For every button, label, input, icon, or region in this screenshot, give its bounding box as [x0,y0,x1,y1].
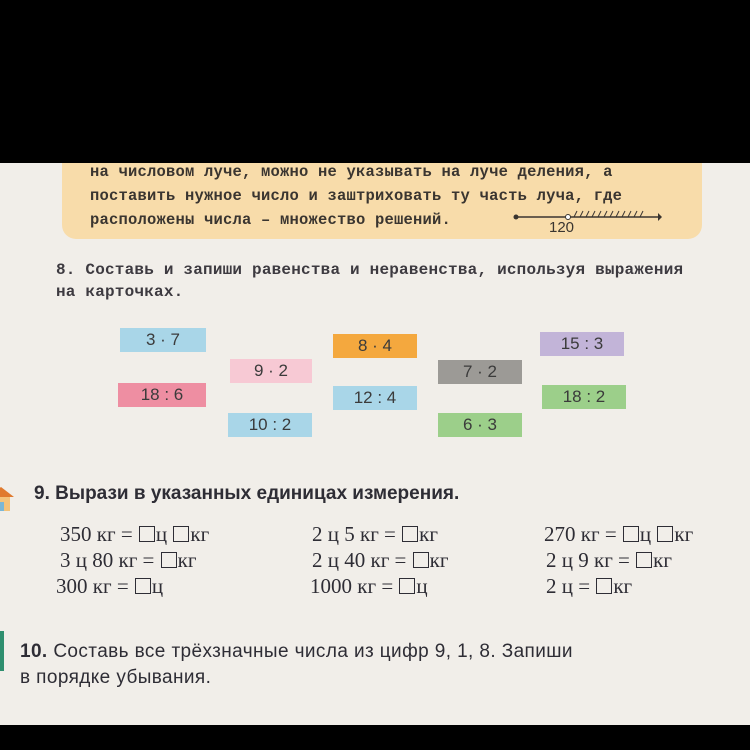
unit: кг [613,574,633,598]
unit: кг [429,548,449,572]
task8-line-2: на карточках. [56,283,184,301]
task10-marker [0,631,4,671]
answer-box[interactable] [596,578,612,594]
card-3x7: 3 · 7 [120,328,206,352]
answer-box[interactable] [657,526,673,542]
conv-row [60,548,196,573]
card-10div2: 10 : 2 [228,413,312,437]
conv-left: 2 ц = [546,574,591,598]
rule-box [62,163,702,239]
textbook-page [0,163,750,725]
conv-row [310,574,428,599]
unit: кг [653,548,672,572]
card-7x2: 7 · 2 [438,360,522,384]
unit: кг [177,548,197,572]
card-6x3: 6 · 3 [438,413,522,437]
conv-row [56,574,163,599]
answer-box[interactable] [402,526,418,542]
unit: кг [190,522,210,546]
card-9x2: 9 · 2 [230,359,312,383]
unit: ц [416,574,428,598]
answer-box[interactable] [173,526,189,542]
conv-row [546,548,672,573]
rule-line-3: расположены числа – множество решений. [90,211,452,229]
conv-row [312,522,438,547]
card-18div6: 18 : 6 [118,383,206,407]
task10-line-2: в порядке убывания. [20,667,212,688]
unit: ц [151,574,164,598]
ray-label: 120 [549,219,575,236]
task10-number: 10. [20,641,48,662]
conv-left: 1000 кг = [310,574,394,598]
card-18div2: 18 : 2 [542,385,626,409]
conv-left: 350 кг = [60,522,133,546]
task10-line-1 [20,641,573,663]
answer-box[interactable] [413,552,429,568]
conv-row [60,522,209,547]
conv-row [312,548,448,573]
card-12div4: 12 : 4 [333,386,417,410]
conv-left: 2 ц 9 кг = [546,548,630,572]
rule-line-2: поставить нужное число и заштриховать ту часть луча, где [90,187,623,205]
house-icon [0,483,16,513]
card-8x4: 8 · 4 [333,334,417,358]
answer-box[interactable] [161,552,177,568]
conv-left: 270 кг = [544,522,617,546]
conv-left: 2 ц 5 кг = [312,522,396,546]
unit: кг [674,522,694,546]
answer-box[interactable] [135,578,151,594]
unit: ц [155,522,168,546]
rule-line-1: на числовом луче, можно не указывать на луче деления, а [90,163,613,181]
task8-line-1: 8. Составь и запиши равенства и неравенства, используя выражения [56,261,684,279]
answer-box[interactable] [399,578,415,594]
conv-left: 3 ц 80 кг = [60,548,155,572]
conv-row [546,574,632,599]
number-ray-icon [512,209,662,239]
conv-left: 300 кг = [56,574,129,598]
answer-box[interactable] [636,552,652,568]
unit: кг [419,522,438,546]
task10-text: Составь все трёхзначные числа из цифр 9, 1, 8. Запиши [53,641,573,662]
conv-left: 2 ц 40 кг = [312,548,407,572]
task9-title: 9. Вырази в указанных единицах измерения. [34,483,460,504]
card-15div3: 15 : 3 [540,332,624,356]
conv-row [544,522,693,547]
unit: ц [639,522,652,546]
answer-box[interactable] [139,526,155,542]
answer-box[interactable] [623,526,639,542]
